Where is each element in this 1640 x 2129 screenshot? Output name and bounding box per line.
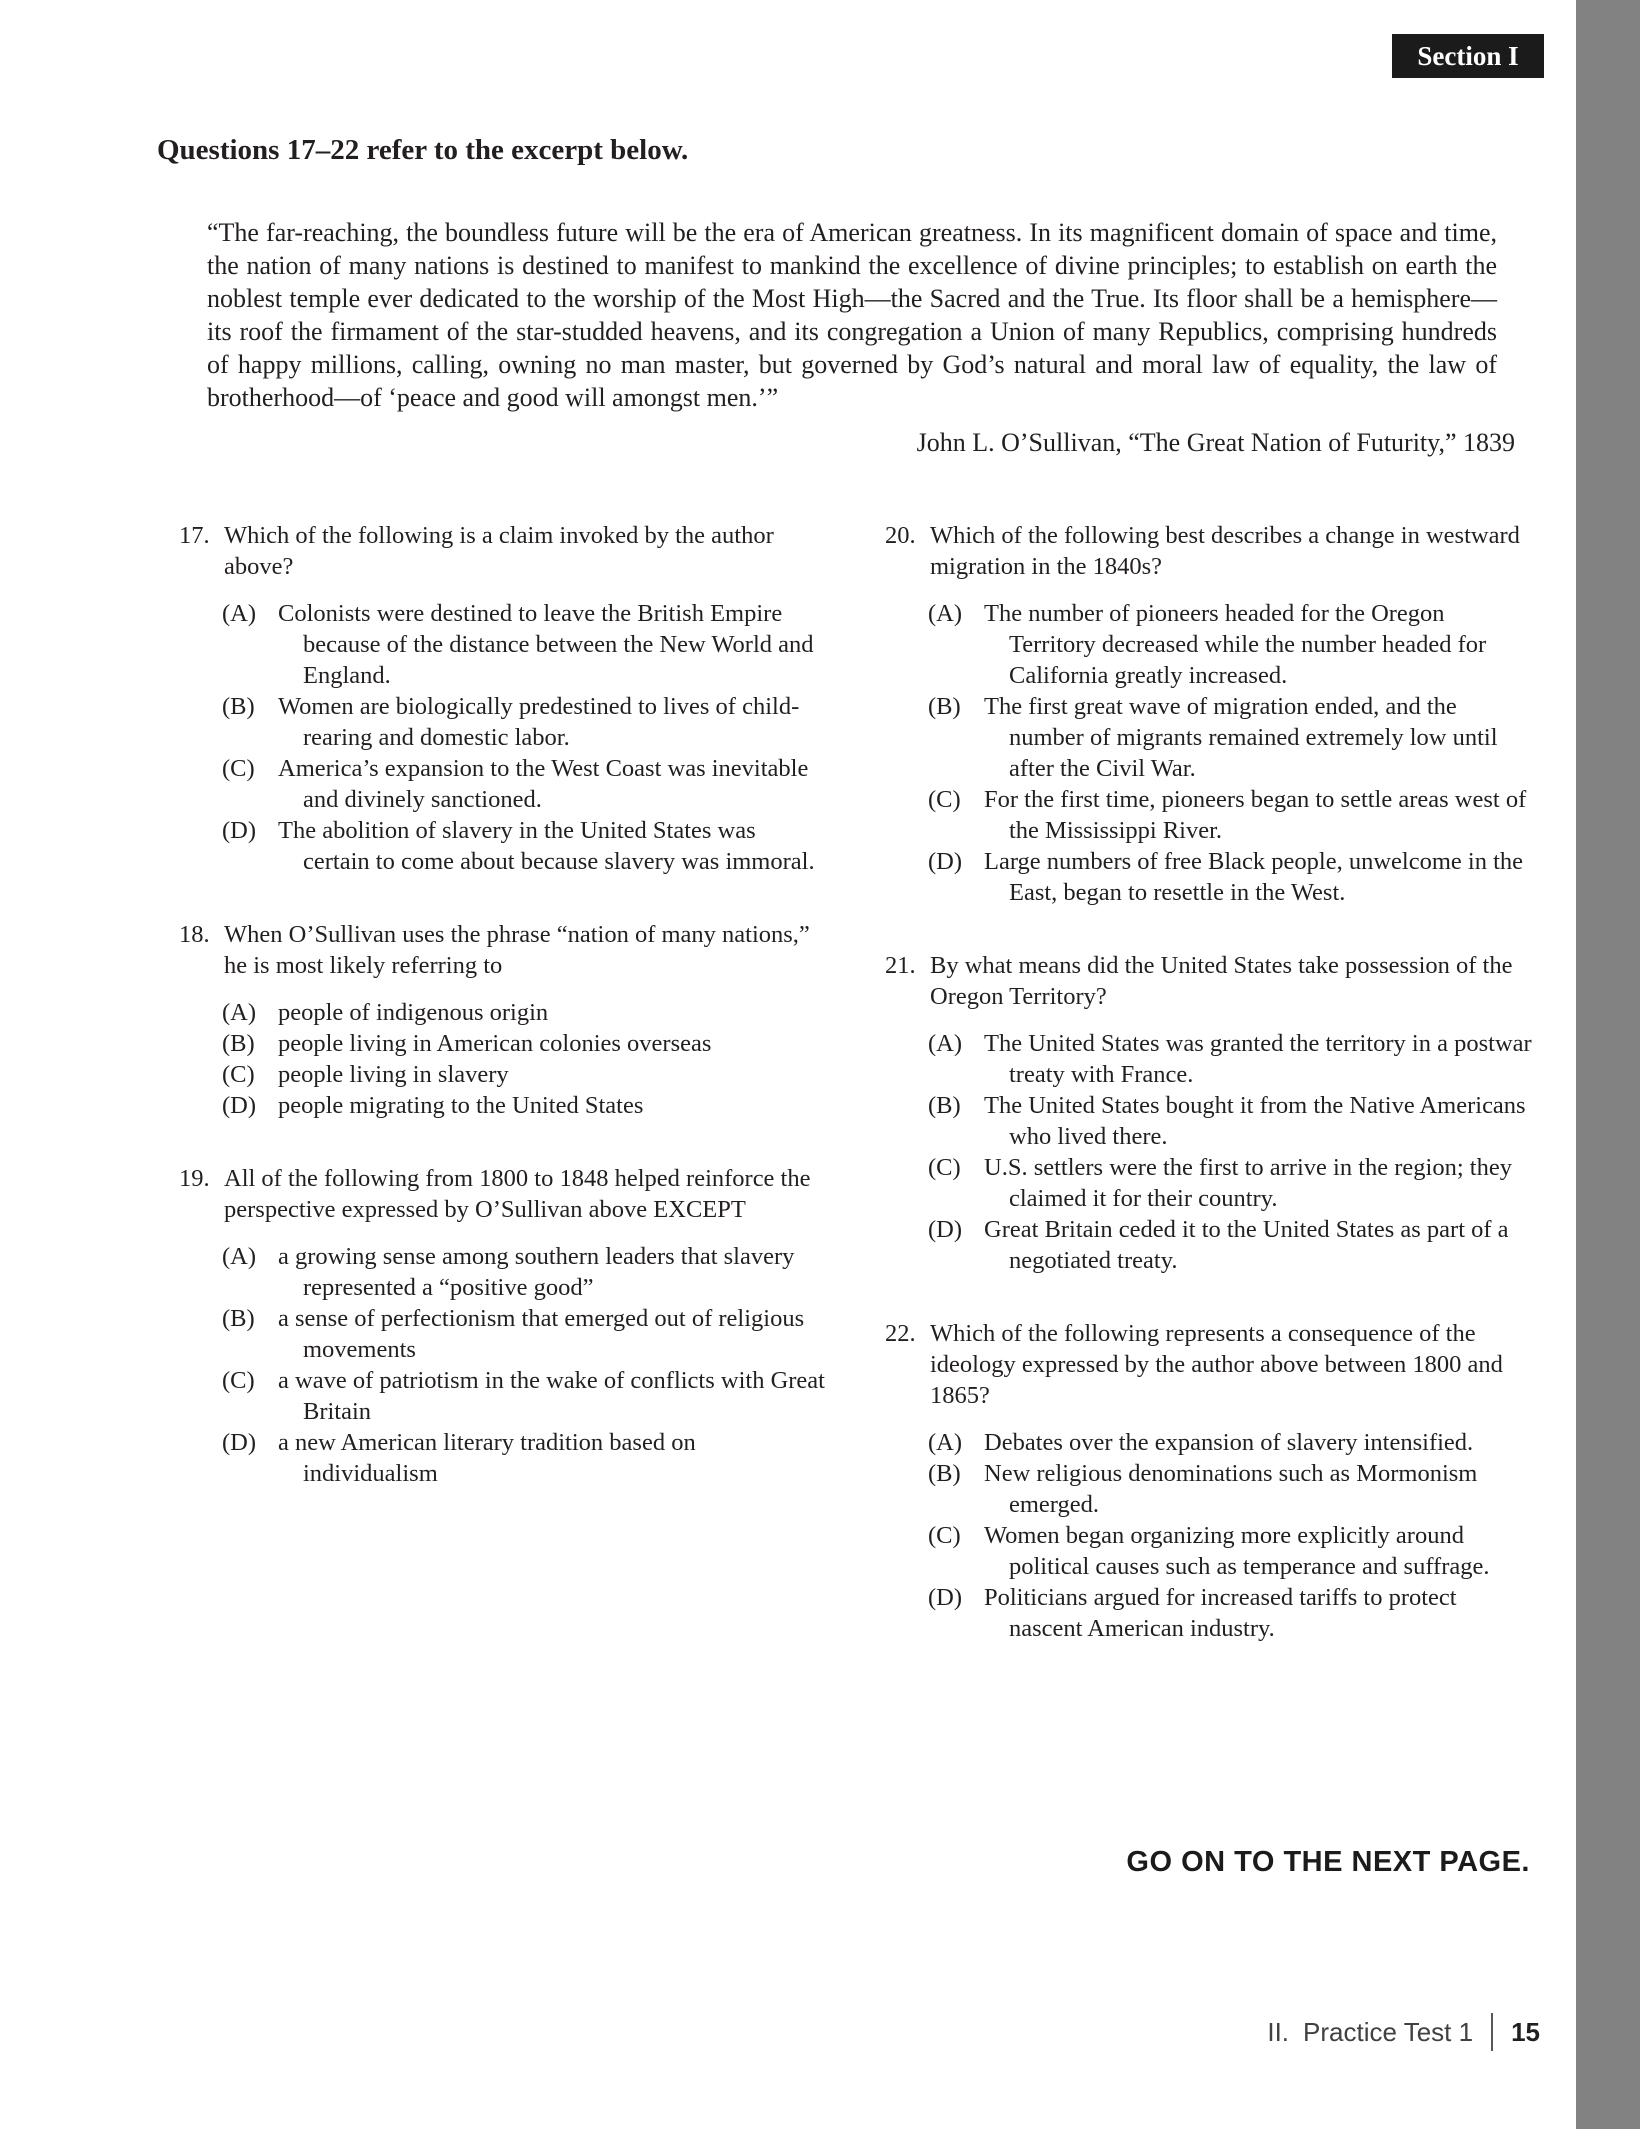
option-label: (B): [928, 1092, 961, 1119]
option-text: a growing sense among southern leaders that slavery represented a “positive good”: [278, 1243, 795, 1301]
option-text: The United States was granted the territory in a postwar treaty with France.: [984, 1030, 1532, 1088]
question-17: [179, 520, 827, 877]
option-B: [222, 691, 827, 753]
question-22: [885, 1318, 1533, 1644]
question-18: [179, 919, 827, 1121]
option-C: [928, 1152, 1533, 1214]
option-A: [222, 1241, 827, 1303]
option-A: [928, 598, 1533, 691]
footer-book-part: II.: [1267, 2016, 1290, 2047]
option-text: Women began organizing more explicitly around political causes such as temperance and suffrage.: [984, 1522, 1490, 1580]
option-label: (C): [928, 1522, 961, 1549]
options-list: [928, 598, 1533, 908]
option-B: [928, 1458, 1533, 1520]
question-head: [179, 520, 827, 582]
excerpt-attribution: John L. O’Sullivan, “The Great Nation of Futurity,” 1839: [916, 428, 1515, 457]
option-label: (A): [222, 1243, 257, 1270]
questions-column-left: [179, 520, 827, 1531]
option-label: (C): [222, 1061, 255, 1088]
option-label: (D): [222, 1429, 257, 1456]
option-text: New religious denominations such as Mormonism emerged.: [984, 1460, 1478, 1518]
option-text: The United States bought it from the Native Americans who lived there.: [984, 1092, 1526, 1150]
option-label: (D): [222, 1092, 257, 1119]
options-list: [928, 1028, 1533, 1276]
option-text: The first great wave of migration ended, and the number of migrants remained extremely low until after the Civil War.: [984, 693, 1498, 782]
question-19: [179, 1163, 827, 1489]
option-text: For the first time, pioneers began to settle areas west of the Mississippi River.: [984, 786, 1527, 844]
question-20: [885, 520, 1533, 908]
option-label: (D): [222, 817, 257, 844]
question-stem: By what means did the United States take possession of the Oregon Territory?: [930, 952, 1513, 1010]
option-text: a sense of perfectionism that emerged out of religious movements: [278, 1305, 805, 1363]
page-footer: [1267, 2012, 1540, 2052]
option-B: [928, 691, 1533, 784]
option-D: [928, 1582, 1533, 1644]
question-number: 22.: [885, 1320, 916, 1347]
options-list: [222, 997, 827, 1121]
footer-book-title: Practice Test 1: [1303, 2016, 1474, 2047]
option-A: [222, 997, 827, 1028]
option-label: (C): [222, 1367, 255, 1394]
option-text: Large numbers of free Black people, unwelcome in the East, began to resettle in the West.: [984, 848, 1524, 906]
option-D: [222, 815, 827, 877]
question-number: 20.: [885, 522, 916, 549]
option-C: [222, 1059, 827, 1090]
option-D: [928, 846, 1533, 908]
question-head: [179, 919, 827, 981]
option-label: (D): [928, 1584, 963, 1611]
excerpt-text: “The far-reaching, the boundless future will be the era of American greatness. In its magnificent domain of space and time, the nation of many nations is destined to manifest to mankind the excellence of divine principles; to establish on earth the noblest temple ever dedicated to the worship of the Most High—the Sacred and the True. Its floor shall be a hemisphere—its roof the firmament of the star-studded heavens, and its congregation a Union of many Republics, comprising hundreds of happy millions, calling, owning no man master, but governed by God’s natural and moral law of equality, the law of brotherhood—of ‘peace and good will amongst men.’”: [207, 218, 1497, 412]
footer-divider: [1491, 2013, 1493, 2051]
option-text: people living in slavery: [278, 1061, 509, 1088]
questions-column-right: [885, 520, 1533, 1686]
option-text: America’s expansion to the West Coast was inevitable and divinely sanctioned.: [278, 755, 809, 813]
option-A: [928, 1028, 1533, 1090]
option-D: [222, 1090, 827, 1121]
option-C: [928, 1520, 1533, 1582]
question-stem: Which of the following is a claim invoked by the author above?: [224, 522, 774, 580]
option-label: (C): [928, 1154, 961, 1181]
question-stem: When O’Sullivan uses the phrase “nation of many nations,” he is most likely referring to: [224, 921, 810, 979]
option-label: (A): [928, 600, 963, 627]
option-label: (A): [222, 999, 257, 1026]
page-number: 15: [1511, 2016, 1540, 2047]
options-list: [928, 1427, 1533, 1644]
option-text: U.S. settlers were the first to arrive in the region; they claimed it for their country.: [984, 1154, 1512, 1212]
option-D: [222, 1427, 827, 1489]
question-number: 18.: [179, 921, 210, 948]
option-label: (C): [928, 786, 961, 813]
option-text: a wave of patriotism in the wake of conflicts with Great Britain: [278, 1367, 825, 1425]
option-text: The number of pioneers headed for the Oregon Territory decreased while the number headed for California greatly increased.: [984, 600, 1487, 689]
option-label: (B): [928, 1460, 961, 1487]
option-label: (A): [222, 600, 257, 627]
question-number: 21.: [885, 952, 916, 979]
question-number: 17.: [179, 522, 210, 549]
question-head: [885, 520, 1533, 582]
option-text: Debates over the expansion of slavery intensified.: [984, 1429, 1474, 1456]
option-label: (B): [222, 693, 255, 720]
option-label: (D): [928, 1216, 963, 1243]
option-text: people migrating to the United States: [278, 1092, 644, 1119]
question-head: [885, 1318, 1533, 1411]
option-text: a new American literary tradition based on individualism: [278, 1429, 696, 1487]
question-21: [885, 950, 1533, 1276]
option-C: [222, 753, 827, 815]
option-text: Colonists were destined to leave the British Empire because of the distance between the New World and England.: [278, 600, 814, 689]
question-head: [885, 950, 1533, 1012]
option-A: [222, 598, 827, 691]
option-text: people living in American colonies overseas: [278, 1030, 712, 1057]
question-stem: All of the following from 1800 to 1848 helped reinforce the perspective expressed by O’Sullivan above EXCEPT: [224, 1165, 811, 1223]
options-list: [222, 1241, 827, 1489]
option-D: [928, 1214, 1533, 1276]
option-label: (B): [222, 1305, 255, 1332]
option-B: [928, 1090, 1533, 1152]
option-text: Women are biologically predestined to lives of child-rearing and domestic labor.: [278, 693, 800, 751]
section-tab-label: Section I: [1417, 40, 1519, 71]
option-C: [222, 1365, 827, 1427]
option-C: [928, 784, 1533, 846]
section-tab: [1392, 34, 1544, 78]
option-label: (A): [928, 1429, 963, 1456]
go-on-instruction: GO ON TO THE NEXT PAGE.: [1126, 1846, 1530, 1878]
option-text: Politicians argued for increased tariffs to protect nascent American industry.: [984, 1584, 1457, 1642]
option-text: Great Britain ceded it to the United States as part of a negotiated treaty.: [984, 1216, 1509, 1274]
option-label: (C): [222, 755, 255, 782]
question-stem: Which of the following best describes a change in westward migration in the 1840s?: [930, 522, 1520, 580]
option-text: people of indigenous origin: [278, 999, 549, 1026]
option-label: (B): [222, 1030, 255, 1057]
option-B: [222, 1303, 827, 1365]
option-B: [222, 1028, 827, 1059]
option-label: (D): [928, 848, 963, 875]
option-label: (A): [928, 1030, 963, 1057]
question-head: [179, 1163, 827, 1225]
option-label: (B): [928, 693, 961, 720]
page-edge-gray-bar: [1576, 0, 1640, 2129]
question-number: 19.: [179, 1165, 210, 1192]
option-A: [928, 1427, 1533, 1458]
questions-range-header: Questions 17–22 refer to the excerpt below.: [157, 134, 689, 166]
question-stem: Which of the following represents a consequence of the ideology expressed by the author above between 1800 and 1865?: [930, 1320, 1503, 1409]
options-list: [222, 598, 827, 877]
option-text: The abolition of slavery in the United States was certain to come about because slavery was immoral.: [278, 817, 815, 875]
